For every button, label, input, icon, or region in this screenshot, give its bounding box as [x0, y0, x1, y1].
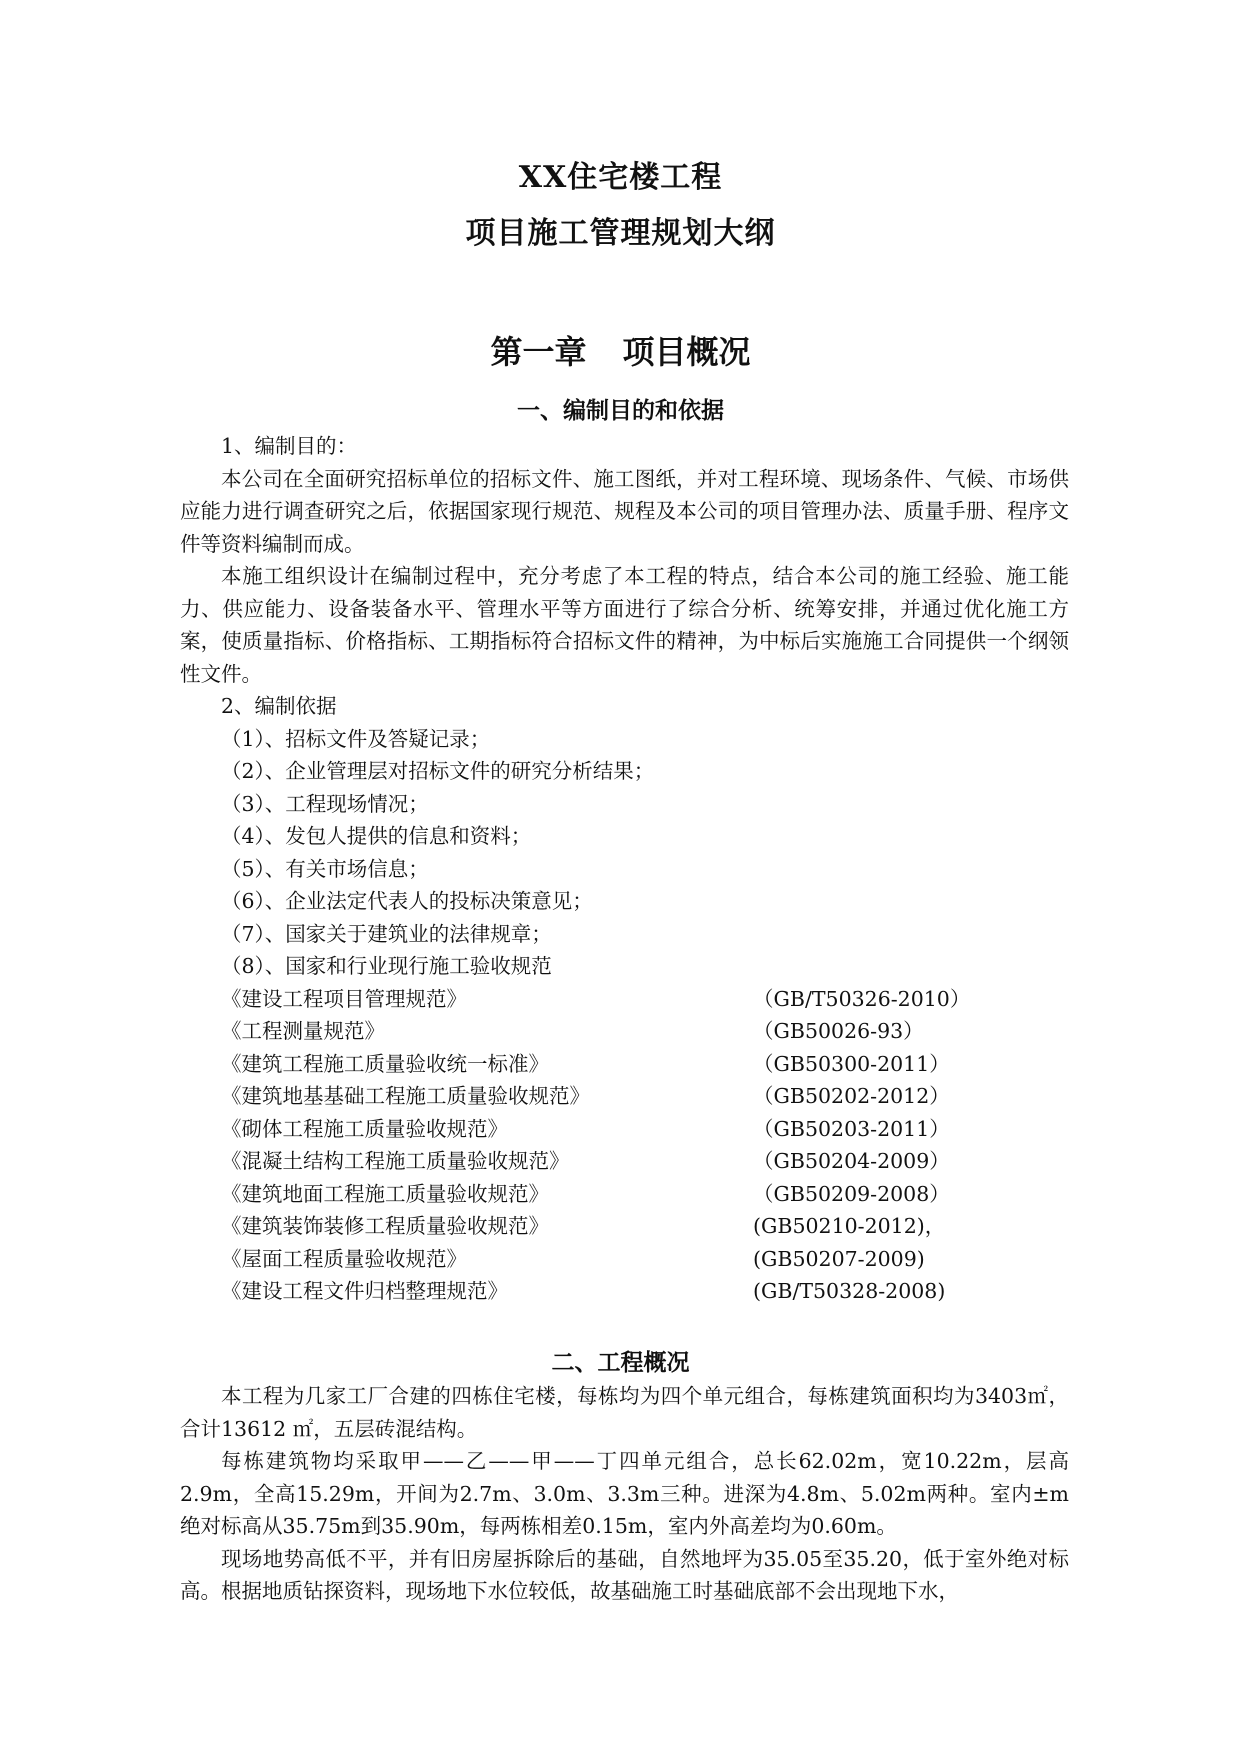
document-title-line1: XX住宅楼工程: [518, 160, 723, 195]
standard-code: （GB50203-2011）: [753, 1116, 950, 1141]
overview-paragraph-2: 每栋建筑物均采取甲——乙——甲——丁四单元组合，总长62.02m，宽10.22m，层高2.9m，全高15.29m，开间为2.7m、3.0m、3.3m三种。进深为4.8m、5.02m两种。室内±m绝对标高从35.75m到35.90m，每两栋相差0.15m，室内外高差均为0.60m。: [180, 1449, 1069, 1538]
basis-item: （6）、企业法定代表人的投标决策意见；: [221, 889, 593, 913]
basis-item: （4）、发包人提供的信息和资料；: [221, 824, 532, 848]
basis-item: （8）、国家和行业现行施工验收规范: [221, 954, 552, 978]
standard-name: 《建设工程文件归档整理规范》: [221, 1279, 508, 1303]
purpose-paragraph-2: 本施工组织设计在编制过程中，充分考虑了本工程的特点，结合本公司的施工经验、施工能力、供应能力、设备装备水平、管理水平等方面进行了综合分析、统筹安排，并通过优化施工方案，使质量指标、价格指标、工期指标符合招标文件的精神，为中标后实施施工合同提供一个纲领性文件。: [180, 564, 1069, 686]
standard-code: (GB50207-2009): [753, 1246, 925, 1271]
standard-row: [180, 1015, 1069, 1048]
document-title-line2: 项目施工管理规划大纲: [465, 216, 776, 251]
chapter-heading: [0, 330, 1241, 374]
standard-name: 《建筑装饰装修工程质量验收规范》: [221, 1214, 549, 1238]
standard-name: 《建设工程项目管理规范》: [221, 986, 467, 1011]
standard-code: （GB50209-2008）: [753, 1181, 950, 1206]
standard-name: 《屋面工程质量验收规范》: [221, 1246, 467, 1271]
purpose-paragraph-1: 本公司在全面研究招标单位的招标文件、施工图纸，并对工程环境、现场条件、气候、市场供应能力进行调查研究之后，依据国家现行规范、规程及本公司的项目管理办法、质量手册、程序文件等资料编制而成。: [180, 466, 1069, 556]
standard-row: [180, 1145, 1069, 1178]
standard-code: (GB/T50328-2008): [753, 1279, 946, 1303]
standards-list: [180, 983, 1069, 1308]
section-heading-2: 二、工程概况: [551, 1349, 690, 1376]
standard-code: （GB50026-93）: [753, 1019, 924, 1043]
standard-row: [180, 983, 1069, 1016]
basis-item: （5）、有关市场信息；: [221, 856, 429, 881]
standard-row: [180, 1113, 1069, 1146]
standard-code: （GB50204-2009）: [753, 1149, 950, 1173]
standard-row: [180, 1080, 1069, 1113]
standard-name: 《建筑地基基础工程施工质量验收规范》: [221, 1084, 590, 1108]
standard-name: 《建筑工程施工质量验收统一标准》: [221, 1051, 549, 1076]
standard-row: [180, 1048, 1069, 1081]
standard-code: （GB50202-2012）: [753, 1084, 950, 1108]
section1-body: [180, 430, 1069, 1308]
standard-row: [180, 1243, 1069, 1276]
standard-row: [180, 1178, 1069, 1211]
standard-code: （GB50300-2011）: [753, 1051, 950, 1076]
standard-row: [180, 1210, 1069, 1243]
chapter-title: 项目概况: [622, 333, 751, 371]
standard-name: 《工程测量规范》: [221, 1019, 385, 1043]
standard-name: 《混凝土结构工程施工质量验收规范》: [221, 1149, 570, 1173]
standard-code: (GB50210-2012)，: [753, 1214, 946, 1238]
purpose-label: 1、编制目的：: [221, 434, 358, 458]
standard-name: 《砌体工程施工质量验收规范》: [221, 1116, 508, 1141]
standard-code: （GB/T50326-2010）: [753, 986, 971, 1011]
standard-row: [180, 1275, 1069, 1308]
basis-list: [180, 723, 1069, 983]
basis-item: （1）、招标文件及答疑记录；: [221, 726, 491, 751]
basis-item: （7）、国家关于建筑业的法律规章；: [221, 921, 552, 946]
overview-paragraph-1: 本工程为几家工厂合建的四栋住宅楼，每栋均为四个单元组合，每栋建筑面积均为3403㎡，合计13612 ㎡，五层砖混结构。: [180, 1384, 1069, 1441]
chapter-number: 第一章: [490, 333, 587, 371]
basis-item: （2）、企业管理层对招标文件的研究分析结果；: [221, 759, 655, 783]
standard-name: 《建筑地面工程施工质量验收规范》: [221, 1181, 549, 1206]
basis-label: 2、编制依据: [221, 694, 337, 718]
overview-paragraph-3: 现场地势高低不平，并有旧房屋拆除后的基础，自然地坪为35.05至35.20，低于室外绝对标高。根据地质钻探资料，现场地下水位较低，故基础施工时基础底部不会出现地下水，: [180, 1546, 1069, 1603]
section2-body: [180, 1380, 1069, 1608]
basis-item: （3）、工程现场情况；: [221, 791, 429, 816]
section-heading-1: 一、编制目的和依据: [517, 397, 724, 424]
